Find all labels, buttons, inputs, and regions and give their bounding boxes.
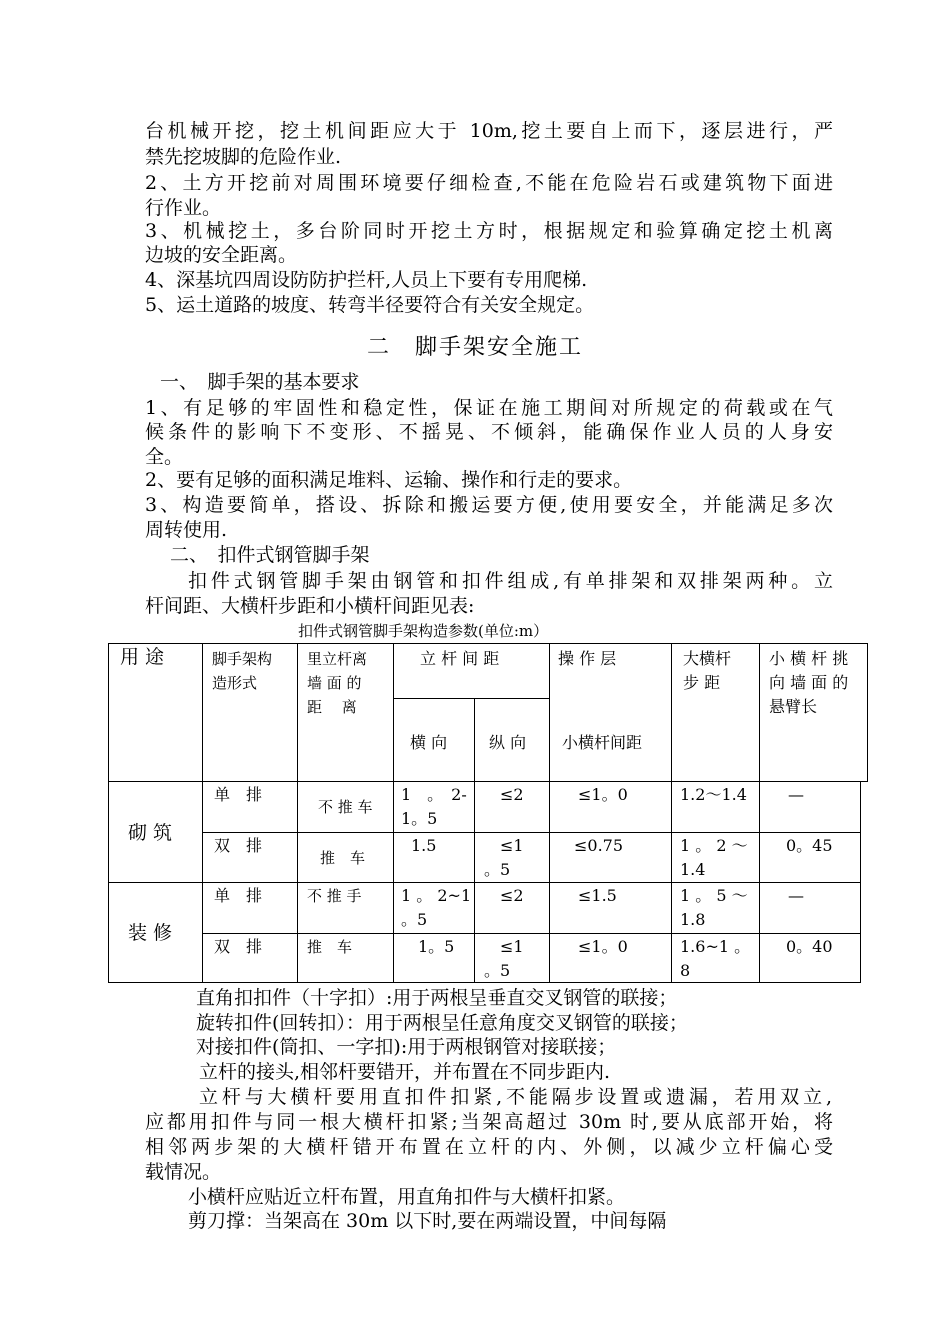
paragraph-line: 行作业。 [145, 197, 222, 219]
cell-form: 单 排 [214, 785, 263, 804]
paragraph-line: 相邻两步架的大横杆错开布置在立杆的内、外侧，以减少立杆偏心受 [145, 1136, 833, 1158]
cell-distance: 推 车 [320, 849, 366, 867]
paragraph-line: 5、运土道路的坡度、转弯半径要符合有关安全规定。 [145, 294, 595, 316]
scaffold-parameter-table [108, 643, 868, 983]
cell-distance: 推 车 [307, 938, 353, 956]
table-rule [297, 643, 298, 983]
paragraph-line: 全。 [145, 446, 184, 468]
paragraph-line: 台机械开挖，挖土机间距应大于 10m,挖土要自上而下，逐层进行，严 [145, 120, 833, 142]
table-caption: 扣件式钢管脚手架构造参数(单位:m） [298, 622, 549, 640]
paragraph-line: 3、机械挖土，多台阶同时开挖土方时，根据规定和验算确定挖土机离 [145, 220, 833, 242]
cell-big-step: 1.8 [680, 910, 706, 929]
cell-vertical: 。5 [484, 961, 511, 980]
table-rule [671, 643, 672, 983]
cell-cantilever: — [788, 886, 804, 905]
paragraph-line: 1、有足够的牢固性和稳定性，保证在施工期间对所规定的荷载或在气 [145, 397, 833, 419]
header-cantilever: 小 横 杆 挑 [769, 649, 849, 668]
table-rule [108, 781, 868, 782]
group-label: 砌 筑 [128, 822, 173, 844]
subsection-heading: 一、 脚手架的基本要求 [160, 371, 360, 393]
header-form: 脚手架构 [212, 650, 273, 668]
cell-horizontal: 1。5 [418, 937, 455, 956]
cell-cantilever: 0。45 [786, 836, 833, 855]
group-label: 装 修 [128, 922, 173, 944]
paragraph-line: 杆间距、大横杆步距和小横杆间距见表: [145, 595, 475, 617]
cell-form: 双 排 [214, 836, 263, 855]
cell-cantilever: — [788, 785, 804, 804]
cell-big-step: 1.4 [680, 860, 706, 879]
table-rule [860, 781, 861, 983]
paragraph-line: 禁先挖坡脚的危险作业. [145, 146, 342, 168]
paragraph-line: 候条件的影响下不变形、不摇晃、不倾斜，能确保作业人员的人身安 [145, 421, 833, 443]
paragraph-line: 小横杆应贴近立杆布置，用直角扣件与大横杆扣紧。 [188, 1186, 626, 1208]
cell-form: 单 排 [214, 886, 263, 905]
cell-horizontal: 1.5 [411, 836, 437, 855]
table-rule [202, 933, 860, 934]
header-distance: 距 离 [307, 698, 357, 716]
table-rule [867, 643, 868, 781]
paragraph-line: 4、深基坑四周设防防护拦杆,人员上下要有专用爬梯. [145, 269, 588, 291]
table-rule [549, 643, 550, 983]
section-title: 二 脚手架安全施工 [366, 335, 583, 360]
paragraph-line: 直角扣扣件（十字扣）:用于两根呈垂直交叉钢管的联接； [196, 987, 678, 1009]
paragraph-line: 立杆与大横杆要用直扣件扣紧,不能隔步设置或遗漏，若用双立, [199, 1086, 832, 1108]
table-rule [108, 643, 868, 644]
paragraph-line: 应都用扣件与同一根大横杆扣紧;当架高超过 30m 时,要从底部开始，将 [145, 1111, 833, 1133]
header-small-bar-spacing: 小横杆间距 [562, 733, 643, 752]
table-rule [393, 698, 549, 699]
table-rule [474, 698, 475, 983]
cell-vertical: ≤2 [500, 785, 524, 804]
paragraph-line: 3、构造要简单，搭设、拆除和搬运要方便,使用要安全，并能满足多次 [145, 494, 833, 516]
cell-small-spacing: ≤1。0 [578, 785, 628, 804]
paragraph-line: 旋转扣件(回转扣）：用于两根呈任意角度交叉钢管的联接； [196, 1012, 688, 1034]
table-rule [759, 643, 760, 983]
cell-small-spacing: ≤1。0 [578, 937, 628, 956]
header-form: 造形式 [212, 674, 258, 692]
paragraph-line: 扣件式钢管脚手架由钢管和扣件组成,有单排架和双排架两种。立 [188, 570, 833, 592]
paragraph-line: 边坡的安全距离。 [145, 244, 298, 266]
paragraph-line: 对接扣件(筒扣、一字扣):用于两根钢管对接联接； [196, 1036, 617, 1058]
paragraph-line: 2、要有足够的面积满足堆料、运输、操作和行走的要求。 [145, 469, 633, 491]
cell-small-spacing: ≤1.5 [578, 886, 617, 905]
header-use: 用 途 [120, 646, 165, 668]
cell-distance: 不 推 车 [318, 798, 373, 816]
cell-distance: 不 推 手 [307, 887, 362, 905]
table-rule [202, 832, 860, 833]
table-rule [202, 643, 203, 983]
cell-horizontal: 1 。 2- [401, 785, 467, 804]
paragraph-line: 周转使用. [145, 519, 228, 541]
paragraph-line: 剪刀撑：当架高在 30m 以下时,要在两端设置，中间每隔 [188, 1210, 667, 1232]
cell-big-step: 1 。 5 ～ [680, 886, 748, 905]
paragraph-line: 立杆的接头,相邻杆要错开，并布置在不同步距内. [199, 1061, 611, 1083]
table-rule [108, 643, 109, 983]
subsection-heading: 二、 扣件式钢管脚手架 [170, 544, 370, 566]
cell-horizontal: 1。5 [401, 809, 438, 828]
cell-small-spacing: ≤0.75 [574, 836, 624, 855]
cell-vertical: ≤1 [500, 937, 524, 956]
header-operating-layer: 操 作 层 [558, 649, 617, 668]
paragraph-line: 2、土方开挖前对周围环境要仔细检查,不能在危险岩石或建筑物下面进 [145, 172, 833, 194]
header-distance: 里立杆离 [307, 650, 368, 668]
header-distance: 墙 面 的 [307, 674, 362, 692]
cell-form: 双 排 [214, 937, 263, 956]
cell-vertical: 。5 [484, 860, 511, 879]
cell-big-step: 1.6~1 。 [680, 937, 751, 956]
cell-big-step: 1 。 2 ～ [680, 836, 748, 855]
header-cantilever: 向 墙 面 的 [769, 673, 849, 692]
header-pole-spacing: 立 杆 间 距 [420, 649, 500, 668]
table-rule [108, 882, 860, 883]
header-vertical: 纵 向 [489, 733, 527, 752]
header-horizontal: 横 向 [410, 733, 448, 752]
cell-big-step: 1.2～1.4 [680, 785, 747, 804]
paragraph-line: 载情况。 [145, 1161, 222, 1183]
cell-cantilever: 0。40 [786, 937, 833, 956]
header-big-bar: 步 距 [683, 673, 721, 692]
header-cantilever: 悬臂长 [769, 697, 818, 716]
table-rule [393, 643, 394, 983]
header-big-bar: 大横杆 [683, 649, 732, 668]
cell-vertical: ≤1 [500, 836, 524, 855]
cell-horizontal: 1 。 2~1 [401, 886, 472, 905]
cell-horizontal: 。5 [401, 910, 428, 929]
cell-vertical: ≤2 [500, 886, 524, 905]
cell-big-step: 8 [680, 961, 691, 980]
